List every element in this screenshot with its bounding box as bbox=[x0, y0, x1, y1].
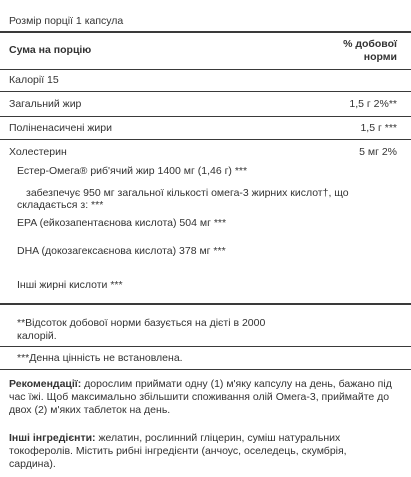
other-ingredients-line2: токоферолів. Містить рибні інгредієнти (анчоус, оселедець, скумбрія, bbox=[9, 445, 347, 457]
serving-size: Розмір порції 1 капсула bbox=[9, 15, 124, 27]
ester-omega-fish-oil: Естер-Омега® риб'ячий жир 1400 мг (1,46 г) *** bbox=[17, 165, 248, 177]
omega3-provides-line2: складається з: *** bbox=[17, 199, 104, 211]
recommendations-label: Рекомендації: bbox=[9, 378, 82, 390]
divider bbox=[0, 346, 411, 347]
header-divider bbox=[0, 31, 411, 33]
divider bbox=[0, 91, 411, 92]
nutrient-value-total-fat: 1,5 г 2%** bbox=[349, 98, 397, 110]
other-ingredients-text: желатин, рослинний гліцерин, суміш натуральних bbox=[95, 432, 341, 444]
daily-value-heading-line2: норми bbox=[363, 51, 397, 63]
amount-per-serving-heading: Сума на порцію bbox=[9, 44, 92, 56]
daily-value-heading-line1: % добової bbox=[343, 38, 397, 50]
other-fatty-acids: Інші жирні кислоти *** bbox=[17, 279, 123, 291]
divider bbox=[0, 116, 411, 117]
footnote-daily-value-line1: **Відсоток добової норми базується на дієті в 2000 bbox=[17, 317, 266, 329]
other-ingredients-line3: сардина). bbox=[9, 458, 56, 470]
recommendations-line2: час їжі. Щоб максимально збільшити споживання олій Омега-3, приймайте до bbox=[9, 391, 390, 403]
nutrient-name-cholesterol: Холестерин bbox=[9, 146, 67, 158]
recommendations-line1 bbox=[9, 378, 392, 391]
omega3-provides-line1: забезпечує 950 мг загальної кількості омега-3 жирних кислот†, що bbox=[26, 187, 349, 199]
footnote-divider bbox=[0, 303, 411, 305]
recommendations-text: дорослим приймати одну (1) м'яку капсулу на день, бажано під bbox=[81, 378, 392, 390]
nutrient-value-cholesterol: 5 мг 2% bbox=[359, 146, 397, 158]
panel-bottom-divider bbox=[0, 369, 411, 370]
epa: EPA (ейкозапентаєнова кислота) 504 мг *** bbox=[17, 217, 227, 229]
recommendations-line3: двох (2) м'яких таблеток на день. bbox=[9, 404, 171, 416]
dha: DHA (докозагексаєнова кислота) 378 мг *** bbox=[17, 245, 226, 257]
nutrient-value-polyunsaturated-fat: 1,5 г *** bbox=[360, 122, 397, 134]
footnote-not-established: ***Денна цінність не встановлена. bbox=[17, 352, 183, 364]
calories: Калорії 15 bbox=[9, 74, 59, 86]
footnote-daily-value-line2: калорій. bbox=[17, 330, 57, 342]
other-ingredients-label: Інші інгредієнти: bbox=[9, 432, 96, 444]
divider bbox=[0, 139, 411, 140]
divider bbox=[0, 69, 411, 70]
nutrient-name-total-fat: Загальний жир bbox=[9, 98, 82, 110]
other-ingredients-line1 bbox=[9, 432, 340, 445]
nutrient-name-polyunsaturated-fat: Поліненасичені жири bbox=[9, 122, 112, 134]
